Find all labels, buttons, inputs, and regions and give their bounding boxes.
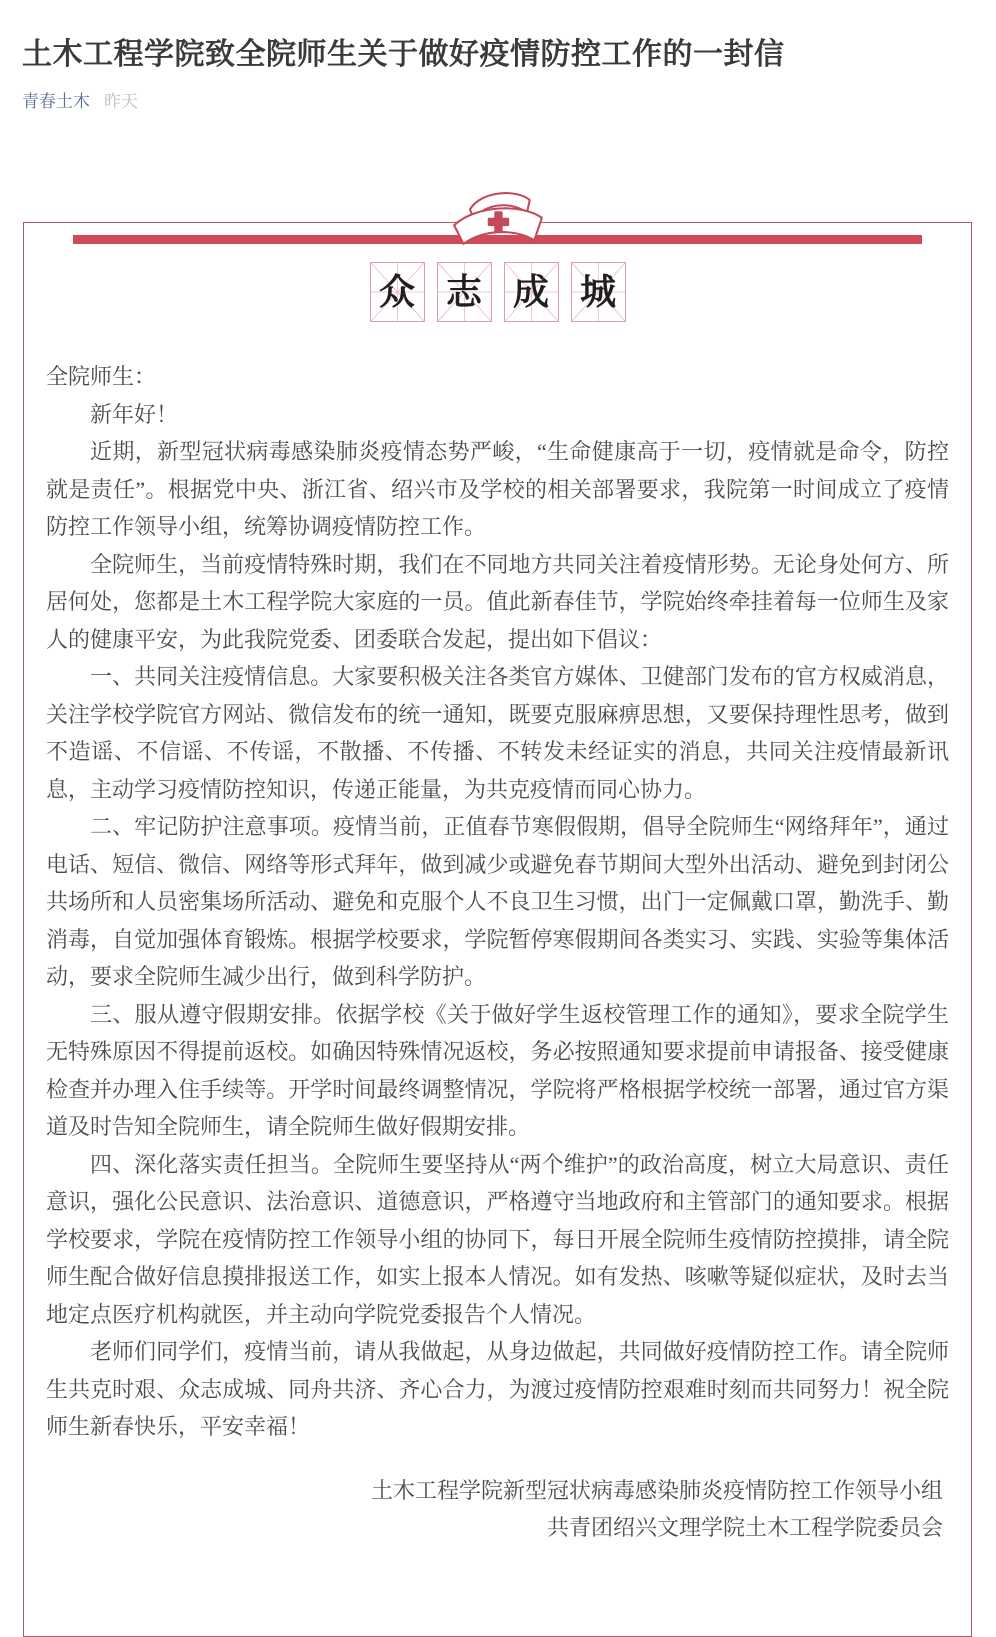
slogan-character: 众 xyxy=(378,272,415,312)
slogan-character: 城 xyxy=(579,272,616,312)
letter-card xyxy=(23,222,972,1637)
letter-paragraph: 老师们同学们，疫情当前，请从我做起，从身边做起，共同做好疫情防控工作。请全院师生共克时艰、众志成城、同舟共济、齐心合力，为渡过疫情防控艰难时刻而共同努力！祝全院师生新春快乐，平安幸福！ xyxy=(46,1339,949,1439)
slogan-char-box xyxy=(504,262,559,322)
letter-body xyxy=(24,358,971,1546)
letter-paragraph: 近期，新型冠状病毒感染肺炎疫情态势严峻，“生命健康高于一切，疫情就是命令，防控就是责任”。根据党中央、浙江省、绍兴市及学校的相关部署要求，我院第一时间成立了疫情防控工作领导小组，统筹协调疫情防控工作。 xyxy=(46,439,949,539)
signature-line: 共青团绍兴文理学院土木工程学院委员会 xyxy=(546,1514,943,1540)
letter-paragraph: 新年好！ xyxy=(90,401,179,427)
letter-paragraph: 四、深化落实责任担当。全院师生要坚持从“两个维护”的政治高度，树立大局意识、责任意识，强化公民意识、法治意识、道德意识，严格遵守当地政府和主管部门的通知要求。根据学校要求，学院在疫情防控工作领导小组的协同下，每日开展全院师生疫情防控摸排，请全院师生配合做好信息摸排报送工作，如实上报本人情况。如有发热、咳嗽等疑似症状，及时去当地定点医疗机构就医，并主动向学院党委报告个人情况。 xyxy=(46,1151,949,1327)
slogan-grid xyxy=(24,262,971,322)
letter-salutation: 全院师生： xyxy=(46,364,157,389)
slogan-char-box xyxy=(370,262,425,322)
byline xyxy=(22,90,974,114)
slogan-char-box xyxy=(571,262,626,322)
nurse-cap-icon xyxy=(442,185,554,243)
signature-line: 土木工程学院新型冠状病毒感染肺炎疫情防控工作领导小组 xyxy=(370,1477,943,1503)
slogan-char-box xyxy=(437,262,492,322)
letter-paragraph: 三、服从遵守假期安排。依据学校《关于做好学生返校管理工作的通知》，要求全院学生无特殊原因不得提前返校。如确因特殊情况返校，务必按照通知要求提前申请报备、接受健康检查并办理入住手续等。开学时间最终调整情况，学院将严格根据学校统一部署，通过官方渠道及时告知全院师生，请全院师生做好假期安排。 xyxy=(46,1001,949,1139)
article-page xyxy=(0,34,996,1540)
letter-paragraph: 二、牢记防护注意事项。疫情当前，正值春节寒假假期，倡导全院师生“网络拜年”，通过电话、短信、微信、网络等形式拜年，做到减少或避免春节期间大型外出活动、避免到封闭公共场所和人员密集场所活动、避免和克服个人不良卫生习惯，出门一定佩戴口罩，勤洗手、勤消毒，自觉加强体育锻炼。根据学校要求，学院暂停寒假期间各类实习、实践、实验等集体活动，要求全院师生减少出行，做到科学防护。 xyxy=(46,814,949,989)
publish-date: 昨天 xyxy=(104,92,138,111)
slogan-character: 志 xyxy=(445,272,482,312)
signature-block xyxy=(46,1472,949,1546)
account-name-link[interactable]: 青春土木 xyxy=(22,92,90,111)
letter-paragraph: 一、共同关注疫情信息。大家要积极关注各类官方媒体、卫健部门发布的官方权威消息，关注学校学院官方网站、微信发布的统一通知，既要克服麻痹思想，又要保持理性思考，做到不造谣、不信谣、不传谣，不散播、不传播、不转发未经证实的消息，共同关注疫情最新讯息，主动学习疫情防控知识，传递正能量，为共克疫情而同心协力。 xyxy=(46,664,949,802)
article-title: 土木工程学院致全院师生关于做好疫情防控工作的一封信 xyxy=(22,38,785,71)
letter-paragraph: 全院师生，当前疫情特殊时期，我们在不同地方共同关注着疫情形势。无论身处何方、所居何处，您都是土木工程学院大家庭的一员。值此新春佳节，学院始终牵挂着每一位师生及家人的健康平安，为此我院党委、团委联合发起，提出如下倡议： xyxy=(46,551,949,652)
slogan-character: 成 xyxy=(512,272,549,312)
